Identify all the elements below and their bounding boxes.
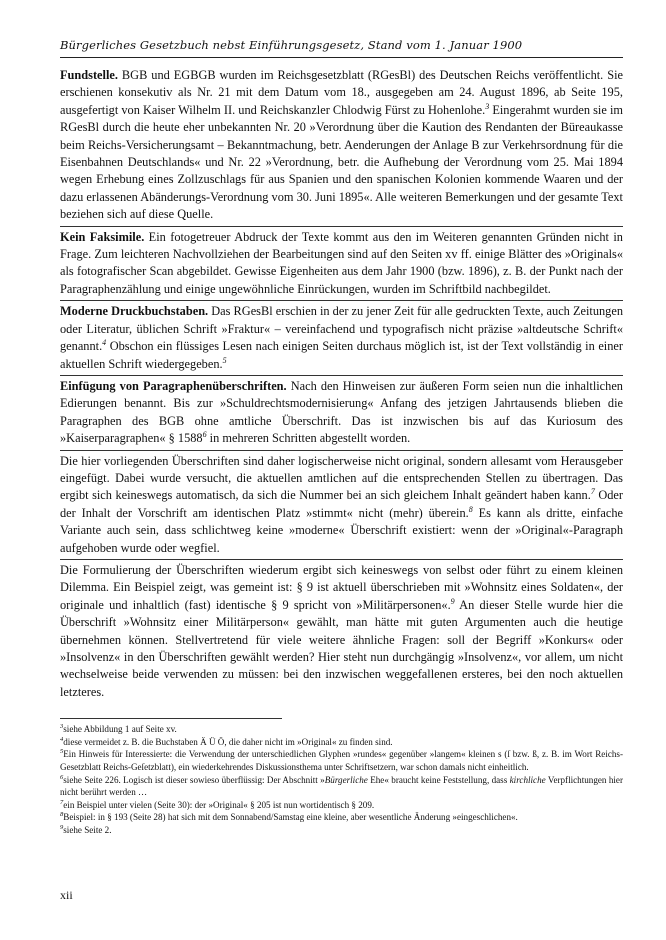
- paragraph-formulierung: [60, 559, 623, 701]
- paragraph-text: Eingerahmt wurden sie im RGesBl durch die heute eher unbekannten Nr. 20 »Verordnung über die Kaution des Rendanten der Büreaukasse beim Reichs-Versicherungsamt – Bekanntmachung, betr. Aenderungen der Anlage B zur Verkehrsordnung für die Eisenbahnen Deutschlands« und Nr. 22 »Verordnung, betr. die Aufhebung der Verordnung vom 25. Mai 1894 wegen Erhebung eines Zollzuschlags für aus Spanien und den spanischen Kolonien kommende Waaren und der dazu erlassenen Abänderungs-Verordnung vom 30. Juni 1895«. Alle weiteren Bemerkungen und der gesamte Text beziehen sich auf diese Quelle.: [60, 102, 623, 222]
- footnote-ref[interactable]: 4: [102, 337, 107, 347]
- footnote-text: Ein Hinweis für Interessierte: die Verwendung der unterschiedlichen Glyphen »rundes« gegenüber »langem« kleinen s (ſ bzw. ß, z. B. im Wort Reichs-Gesetzblatt Reichs-Geſetzblatt), ein wiederkehrendes Diskussionsthema unter Schriftsetzern, war schon damals nicht einheitlich.: [60, 749, 623, 772]
- footnote-7: [60, 799, 623, 812]
- footnote-number: 6: [60, 773, 64, 781]
- paragraph-lead: Moderne Druckbuchstaben.: [60, 304, 209, 319]
- page-body: [60, 38, 623, 837]
- paragraph-einfuegung: [60, 375, 623, 448]
- footnote-ref[interactable]: 3: [485, 101, 490, 111]
- footnote-text: siehe Seite 226. Logisch ist dieser sowieso überflüssig: Der Abschnitt »: [63, 774, 325, 785]
- paragraph-text: BGB und EGBGB wurden im Reichsgesetzblatt (RGesBl) des Deutschen Reichs veröffentlicht. Sie erschienen konsekutiv als Nr. 21 mit dem Datum vom 18., ausgegeben am 24. August 1896, ab Seite 195, ausgefertigt von Kaiser Wilhelm II. und Reichskanzler Chlodwig Fürst zu Hohenlohe.: [60, 68, 623, 117]
- footnote-divider: [60, 718, 282, 719]
- paragraph-text: An dieser Stelle wurde hier die Überschrift »Wohnsitz einer Militärperson« gewählt, man hätte mit guten Argumenten auch die heutige übernehmen können. Stellvertretend für viele weitere ähnliche Fragen: soll der Begriff »Konkurs« oder »Insolvenz« in den Überschriften gewählt werden? Hier steht nun durchgängig »Insolvenz«, vor allem, um nicht wechselweise beide verwenden zu müssen: bei den inzwischen weggefallenen ersteres, bei den noch aktuellen letzteres.: [60, 597, 623, 699]
- paragraph-text: in mehreren Schritten abgestellt worden.: [206, 431, 411, 446]
- paragraph-text: Nach den Hinweisen zur äußeren Form seien nun die inhaltlichen Edierungen benannt. Bis zur »Schuldrechtsmodernisierung« Anfang des jetzigen Jahrtausends blieben die Paragraphen des BGB ohne amtliche Überschrift. Das ist inzwischen bis auf das Kuriosum des »Kaiserparagraphen« § 1588: [60, 378, 623, 446]
- paragraph-text: Die Formulierung der Überschriften wiederum ergibt sich keineswegs von selbst oder führt zu einem kleinen Dilemma. Ein Beispiel zeigt, was gemeint ist: § 9 ist aktuell überschrieben mit »Wohnsitz eines Soldaten«, der originale und inhaltlich (fast) identische § 9 spricht von »Militärpersonen«.: [60, 562, 623, 612]
- paragraph-lead: Fundstelle.: [60, 68, 118, 82]
- paragraph-moderne-druckbuchstaben: [60, 300, 623, 373]
- footnote-9: [60, 824, 623, 837]
- footnote-4: [60, 736, 623, 749]
- paragraph-lead: Einfügung von Paragraphenüberschriften.: [60, 378, 287, 393]
- footnote-text: diese vermeidet z. B. die Buchstaben Ä Ü Ö, die daher nicht im »Original« zu finden sind.: [63, 736, 393, 747]
- footnote-ref[interactable]: 7: [590, 487, 595, 497]
- footnote-ref[interactable]: 6: [202, 430, 207, 440]
- footnote-number: 4: [60, 735, 64, 743]
- paragraph-text: Die hier vorliegenden Überschriften sind daher logischerweise nicht original, sondern allesamt vom Herausgeber eingefügt. Dabei wurde versucht, die aktuellen amtlichen auf die entsprechenden Stellen zu übertragen. Das ergibt sich keineswegs automatisch, da sich die Nummer bei an sich gleichem Inhalt geändert haben kann.: [60, 453, 623, 503]
- footnote-number: 5: [60, 748, 64, 756]
- paragraph-kein-faksimile: [60, 226, 623, 299]
- running-header: Bürgerliches Gesetzbuch nebst Einführungsgesetz, Stand vom 1. Januar 1900: [60, 38, 623, 58]
- footnote-6: [60, 774, 623, 799]
- paragraph-text: Das RGesBl erschien in der zu jener Zeit für alle gedruckten Texte, auch Zeitungen oder Literatur, üblichen Schrift »Fraktur« – vereinfachend und typografisch nicht präzise »altdeutsche Schrift« genannt.: [60, 304, 623, 354]
- paragraph-fundstelle: [60, 67, 623, 224]
- footnote-number: 8: [60, 811, 64, 819]
- footnote-3: [60, 723, 623, 736]
- footnote-text: ein Beispiel unter vielen (Seite 30): der »Original« § 205 ist nun wortidentisch § 209.: [63, 799, 375, 810]
- paragraph-text: Oder der Inhalt der Vorschrift am identischen Platz »stimmt« nicht (mehr) überein.: [60, 488, 624, 520]
- footnote-ref[interactable]: 9: [450, 596, 455, 606]
- footnote-text: Verpflichtungen hier nicht berührt werden …: [60, 774, 623, 798]
- paragraph-text: Ein fotogetreuer Abdruck der Texte kommt aus den im Weiteren genannten Gründen nicht in Frage. Zum leichteren Nachvollziehen der Bearbeitungen sind auf den Seiten xv ff. einige Blätter des »Originals« als fotografischer Scan abgebildet. Gewisse Eigenheiten aus dem Jahr 1900 (bzw. 1896), z. B. der Punkt nach der Paragraphenzählung und einige ungewöhnliche Einrückungen, wurden im Schriftbild nachbegildet.: [60, 229, 623, 296]
- footnote-number: 7: [60, 798, 64, 806]
- paragraph-ueberschriften: [60, 450, 623, 557]
- footnote-emphasis: Bürgerliche: [324, 774, 368, 785]
- footnote-text: Beispiel: in § 193 (Seite 28) hat sich mit dem Sonnabend/Samstag eine kleine, aber wesentliche Änderung »eingeschlichen«.: [63, 812, 518, 823]
- footnote-number: 9: [60, 823, 64, 831]
- footnote-text: siehe Abbildung 1 auf Seite xv.: [63, 724, 177, 735]
- footnote-emphasis: kirchliche: [509, 774, 546, 785]
- footnote-number: 3: [60, 723, 64, 731]
- footnote-ref[interactable]: 8: [468, 504, 473, 514]
- footnote-ref[interactable]: 5: [222, 355, 227, 365]
- footnote-text: siehe Seite 2.: [63, 824, 112, 835]
- footnote-5: [60, 748, 623, 773]
- footnote-text: Ehe« braucht keine Feststellung, dass: [367, 774, 510, 785]
- paragraph-text: Obschon ein flüssiges Lesen nach einigen Seiten durchaus möglich ist, ist der Text vollständig in einer aktuellen Schrift wiedergegeben.: [60, 339, 623, 371]
- paragraph-text: Es kann als dritte, einfache Variante auch sein, dass schlichtweg keine »moderne« Überschrift existiert: wenn der »Original«-Paragraph aufgehoben wurde oder wegfiel.: [60, 505, 623, 555]
- footnote-8: [60, 811, 623, 824]
- paragraph-lead: Kein Faksimile.: [60, 229, 145, 244]
- page-number: xii: [60, 888, 73, 902]
